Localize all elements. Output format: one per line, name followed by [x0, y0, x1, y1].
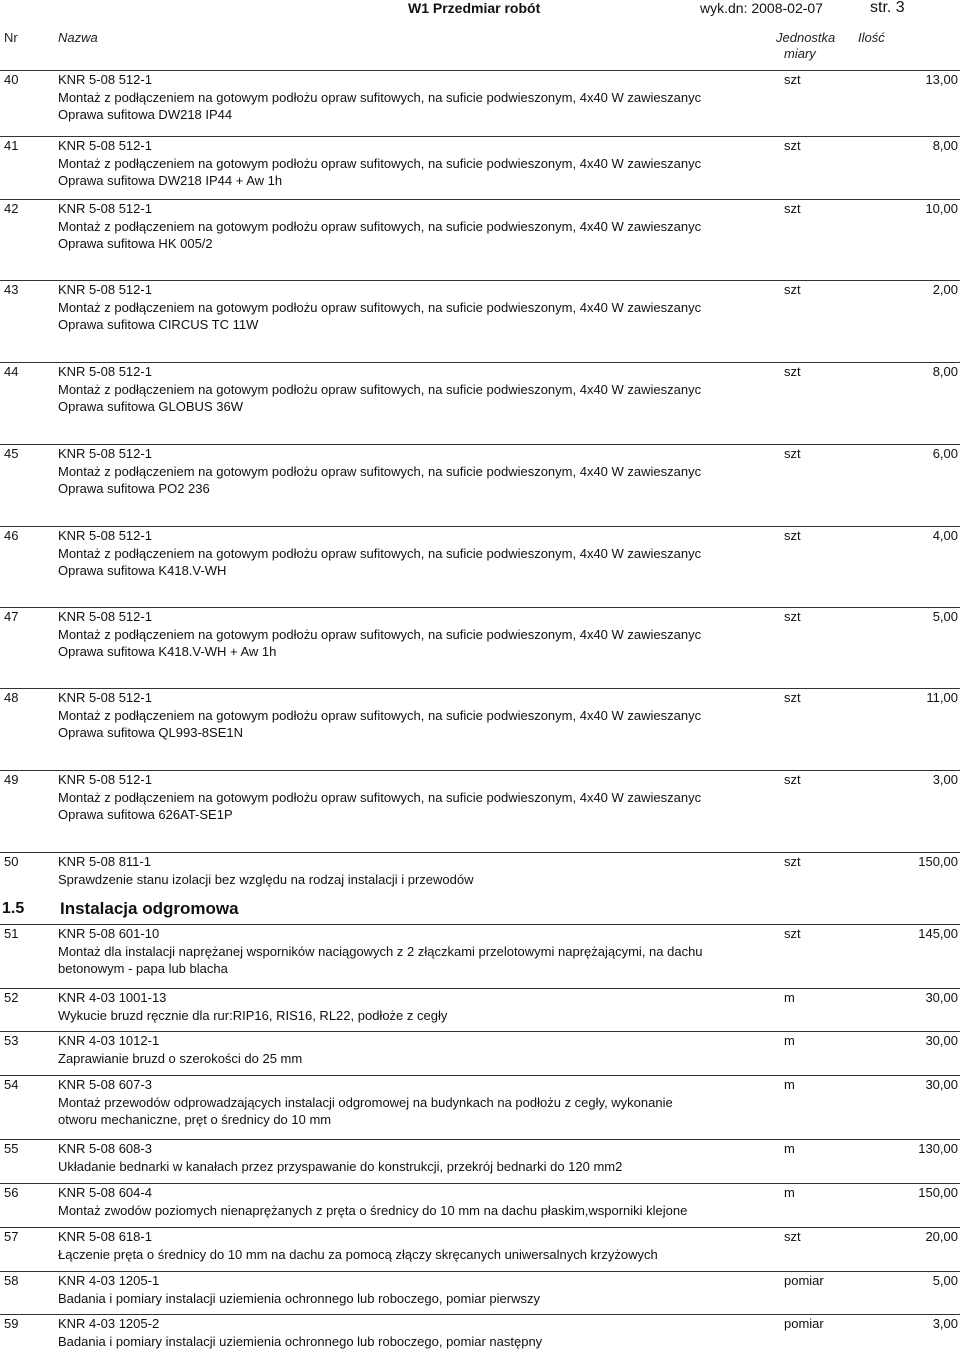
column-header-nazwa: Nazwa: [58, 30, 98, 45]
quantity: 150,00: [918, 854, 958, 869]
quantity: 8,00: [932, 364, 958, 379]
row-number: 55: [4, 1141, 19, 1156]
row-number: 49: [4, 772, 19, 787]
catalog-code: KNR 5-08 512-1: [58, 72, 152, 87]
row-number: 57: [4, 1229, 19, 1244]
item-description: Montaż z podłączeniem na gotowym podłożu opraw sufitowych, na suficie podwieszonym, 4x40 W zawieszanyc Oprawa sufitowa DW218 IP44 + Aw 1h: [58, 156, 702, 188]
row-number: 59: [4, 1316, 19, 1331]
quantity: 2,00: [932, 282, 958, 297]
catalog-code: KNR 4-03 1205-2: [58, 1316, 160, 1331]
row-number: 47: [4, 609, 19, 624]
item-description: Montaż dla instalacji naprężanej wsporników naciągowych z 2 złączkami przelotowymi naprężającymi, na dachu betonowym - papa lub blacha: [58, 944, 703, 976]
quantity: 30,00: [925, 990, 958, 1005]
catalog-code: KNR 5-08 512-1: [58, 446, 152, 461]
unit-of-measure: szt: [784, 282, 801, 297]
row-number: 52: [4, 990, 19, 1005]
row-number: 45: [4, 446, 19, 461]
column-header-jednostka: Jednostka: [776, 30, 836, 45]
quantity: 13,00: [925, 72, 958, 87]
catalog-code: KNR 5-08 512-1: [58, 201, 152, 216]
row-separator: [0, 362, 960, 363]
row-separator: [0, 70, 960, 71]
quantity: 6,00: [932, 446, 958, 461]
row-separator: [0, 280, 960, 281]
row-separator: [0, 924, 960, 925]
row-number: 44: [4, 364, 19, 379]
page-number: str. 3: [870, 0, 905, 16]
column-header-ilosc: Ilość: [858, 30, 885, 45]
quantity: 8,00: [932, 138, 958, 153]
section-number: 1.5: [2, 900, 25, 917]
quantity: 10,00: [925, 201, 958, 216]
item-description: Zaprawianie bruzd o szerokości do 25 mm: [58, 1051, 303, 1066]
catalog-code: KNR 4-03 1001-13: [58, 990, 167, 1005]
row-separator: [0, 770, 960, 771]
unit-of-measure: szt: [784, 201, 801, 216]
item-description: Badania i pomiary instalacji uziemienia ochronnego lub roboczego, pomiar pierwszy: [58, 1291, 540, 1306]
catalog-code: KNR 4-03 1205-1: [58, 1273, 160, 1288]
unit-of-measure: szt: [784, 772, 801, 787]
unit-of-measure: szt: [784, 1229, 801, 1244]
catalog-code: KNR 5-08 811-1: [58, 854, 151, 869]
catalog-code: KNR 5-08 601-10: [58, 926, 160, 941]
unit-of-measure: m: [784, 1077, 795, 1092]
section-title: Instalacja odgromowa: [60, 899, 239, 918]
item-description: Sprawdzenie stanu izolacji bez względu na rodzaj instalacji i przewodów: [58, 872, 474, 887]
quantity: 145,00: [918, 926, 958, 941]
row-separator: [0, 1031, 960, 1032]
unit-of-measure: m: [784, 1141, 795, 1156]
item-description: Montaż z podłączeniem na gotowym podłożu opraw sufitowych, na suficie podwieszonym, 4x40 W zawieszanyc Oprawa sufitowa K418.V-WH: [58, 546, 702, 578]
quantity: 3,00: [932, 772, 958, 787]
row-separator: [0, 1314, 960, 1315]
row-separator: [0, 1227, 960, 1228]
row-separator: [0, 136, 960, 137]
catalog-code: KNR 5-08 512-1: [58, 528, 152, 543]
item-description: Badania i pomiary instalacji uziemienia ochronnego lub roboczego, pomiar następny: [58, 1334, 543, 1349]
row-number: 50: [4, 854, 19, 869]
catalog-code: KNR 5-08 512-1: [58, 772, 152, 787]
quantity: 20,00: [925, 1229, 958, 1244]
row-number: 46: [4, 528, 19, 543]
quantity: 3,00: [932, 1316, 958, 1331]
catalog-code: KNR 5-08 512-1: [58, 609, 152, 624]
row-number: 54: [4, 1077, 19, 1092]
quantity: 130,00: [918, 1141, 958, 1156]
unit-of-measure: pomiar: [784, 1273, 824, 1288]
column-header-miary: miary: [784, 46, 816, 61]
quantity: 4,00: [932, 528, 958, 543]
row-separator: [0, 988, 960, 989]
item-description: Montaż z podłączeniem na gotowym podłożu opraw sufitowych, na suficie podwieszonym, 4x40 W zawieszanyc Oprawa sufitowa CIRCUS TC 11W: [58, 300, 702, 332]
quantity: 30,00: [925, 1077, 958, 1092]
row-separator: [0, 1139, 960, 1140]
item-description: Montaż zwodów poziomych nienaprężanych z pręta o średnicy do 10 mm na dachu płaskim,wsporniki klejone: [58, 1203, 688, 1218]
catalog-code: KNR 5-08 512-1: [58, 690, 152, 705]
quantity: 11,00: [926, 690, 958, 705]
catalog-code: KNR 5-08 607-3: [58, 1077, 152, 1092]
row-separator: [0, 199, 960, 200]
catalog-code: KNR 5-08 512-1: [58, 138, 152, 153]
row-separator: [0, 1075, 960, 1076]
item-description: Montaż z podłączeniem na gotowym podłożu opraw sufitowych, na suficie podwieszonym, 4x40 W zawieszanyc Oprawa sufitowa K418.V-WH + Aw 1h: [58, 627, 702, 659]
row-separator: [0, 1271, 960, 1272]
quantity: 30,00: [925, 1033, 958, 1048]
quantity: 5,00: [932, 609, 958, 624]
unit-of-measure: szt: [784, 364, 801, 379]
row-separator: [0, 1183, 960, 1184]
row-number: 42: [4, 201, 19, 216]
row-number: 51: [4, 926, 19, 941]
item-description: Łączenie pręta o średnicy do 10 mm na dachu za pomocą złączy skręcanych uniwersalnych krzyżowych: [58, 1247, 658, 1262]
catalog-code: KNR 5-08 512-1: [58, 364, 152, 379]
row-number: 48: [4, 690, 19, 705]
unit-of-measure: szt: [784, 609, 801, 624]
unit-of-measure: szt: [784, 446, 801, 461]
document-date: wyk.dn: 2008-02-07: [700, 0, 823, 16]
unit-of-measure: szt: [784, 72, 801, 87]
row-separator: [0, 526, 960, 527]
row-number: 53: [4, 1033, 19, 1048]
unit-of-measure: szt: [784, 528, 801, 543]
item-description: Wykucie bruzd ręcznie dla rur:RIP16, RIS16, RL22, podłoże z cegły: [58, 1008, 448, 1023]
item-description: Montaż z podłączeniem na gotowym podłożu opraw sufitowych, na suficie podwieszonym, 4x40 W zawieszanyc Oprawa sufitowa QL993-8SE1N: [58, 708, 702, 740]
row-number: 41: [4, 138, 19, 153]
quantity: 150,00: [918, 1185, 958, 1200]
row-separator: [0, 444, 960, 445]
unit-of-measure: szt: [784, 854, 801, 869]
item-description: Montaż z podłączeniem na gotowym podłożu opraw sufitowych, na suficie podwieszonym, 4x40 W zawieszanyc Oprawa sufitowa 626AT-SE1P: [58, 790, 702, 822]
item-description: Układanie bednarki w kanałach przez przyspawanie do konstrukcji, przekrój bednarki do 120 mm2: [58, 1159, 623, 1174]
column-header-nr: Nr: [4, 30, 18, 45]
item-description: Montaż z podłączeniem na gotowym podłożu opraw sufitowych, na suficie podwieszonym, 4x40 W zawieszanyc Oprawa sufitowa PO2 236: [58, 464, 702, 496]
unit-of-measure: m: [784, 1185, 795, 1200]
catalog-code: KNR 5-08 512-1: [58, 282, 152, 297]
item-description: Montaż przewodów odprowadzających instalacji odgromowej na budynkach na podłożu z cegły, wykonanie otworu mechaniczne, pręt o średnicy do 10 mm: [58, 1095, 673, 1127]
unit-of-measure: m: [784, 990, 795, 1005]
item-description: Montaż z podłączeniem na gotowym podłożu opraw sufitowych, na suficie podwieszonym, 4x40 W zawieszanyc Oprawa sufitowa GLOBUS 36W: [58, 382, 702, 414]
catalog-code: KNR 5-08 618-1: [58, 1229, 152, 1244]
document-title: W1 Przedmiar robót: [408, 0, 541, 16]
row-separator: [0, 688, 960, 689]
catalog-code: KNR 4-03 1012-1: [58, 1033, 160, 1048]
unit-of-measure: szt: [784, 138, 801, 153]
row-number: 56: [4, 1185, 19, 1200]
row-separator: [0, 852, 960, 853]
row-number: 43: [4, 282, 19, 297]
unit-of-measure: szt: [784, 926, 801, 941]
item-description: Montaż z podłączeniem na gotowym podłożu opraw sufitowych, na suficie podwieszonym, 4x40 W zawieszanyc Oprawa sufitowa HK 005/2: [58, 219, 702, 251]
row-separator: [0, 607, 960, 608]
item-description: Montaż z podłączeniem na gotowym podłożu opraw sufitowych, na suficie podwieszonym, 4x40 W zawieszanyc Oprawa sufitowa DW218 IP44: [58, 90, 702, 122]
unit-of-measure: szt: [784, 690, 801, 705]
unit-of-measure: pomiar: [784, 1316, 824, 1331]
catalog-code: KNR 5-08 604-4: [58, 1185, 152, 1200]
row-number: 40: [4, 72, 19, 87]
quantity: 5,00: [932, 1273, 958, 1288]
catalog-code: KNR 5-08 608-3: [58, 1141, 152, 1156]
unit-of-measure: m: [784, 1033, 795, 1048]
row-number: 58: [4, 1273, 19, 1288]
